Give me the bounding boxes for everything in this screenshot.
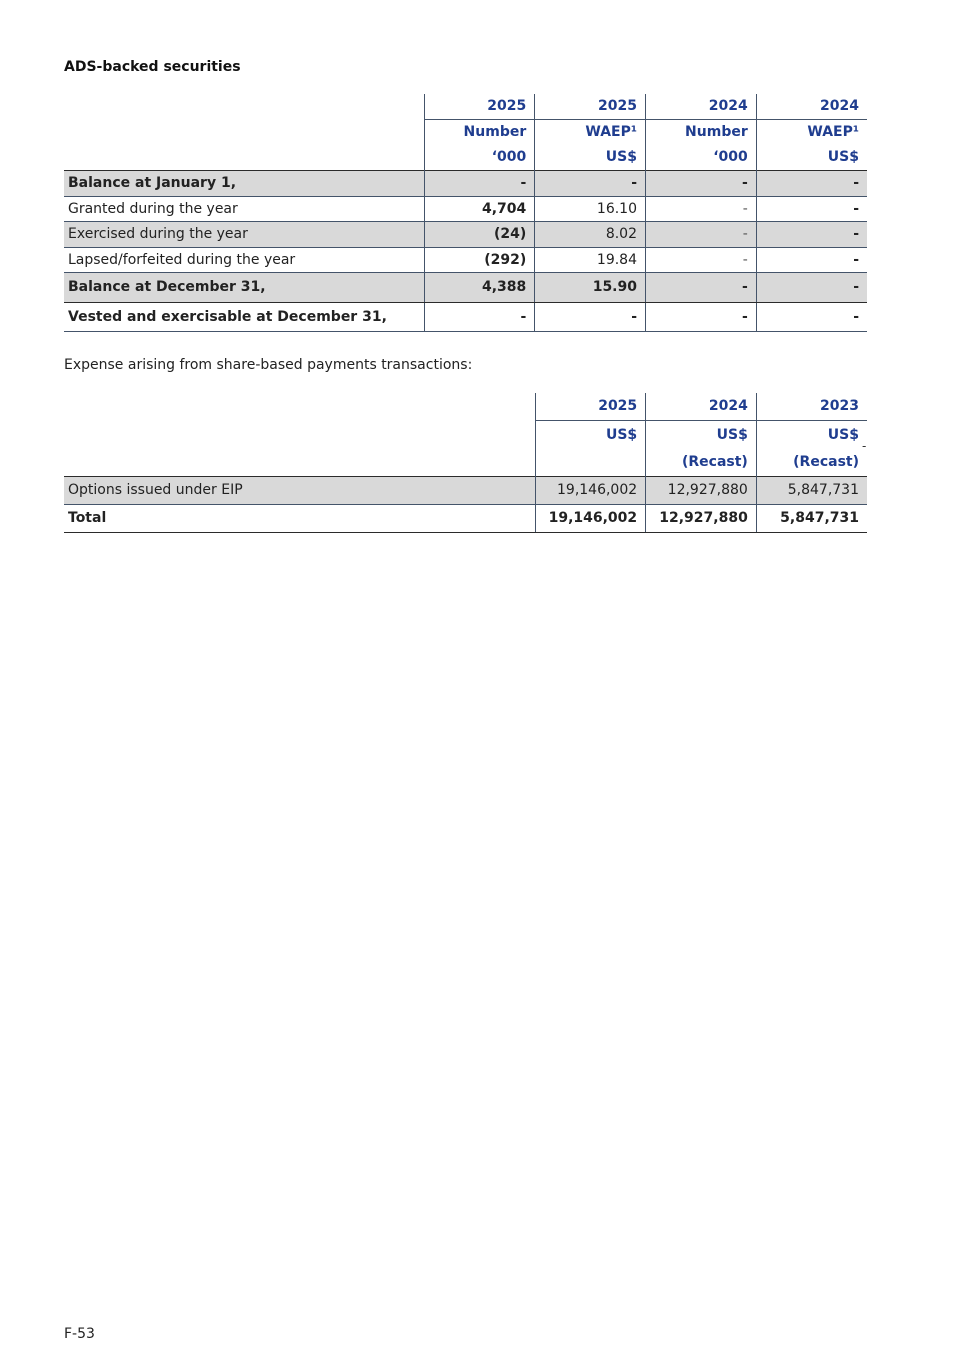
- header-metric: WAEP¹: [535, 119, 646, 145]
- row-label: Balance at December 31,: [64, 272, 424, 302]
- cell-value: 4,388: [424, 272, 535, 302]
- header-unit: US$: [535, 420, 646, 449]
- header-metric: Number: [646, 119, 757, 145]
- header-unit: US$: [535, 145, 646, 170]
- table-row: [64, 476, 867, 504]
- header-row-units: [64, 420, 867, 449]
- header-row-metric: [64, 119, 867, 145]
- header-year: 2023: [756, 393, 867, 420]
- cell-value: 4,704: [424, 196, 535, 221]
- cell-value: 19,146,002: [535, 504, 646, 532]
- header-note: (Recast): [756, 449, 867, 476]
- table-row: [64, 247, 867, 272]
- table-row: [64, 272, 867, 302]
- header-row-years: [64, 393, 867, 420]
- expense-table: [64, 393, 867, 533]
- cell-value: -: [646, 196, 757, 221]
- page-number: F-53: [64, 1326, 95, 1342]
- cell-value: 5,847,731: [756, 476, 867, 504]
- table-row: [64, 196, 867, 221]
- header-year: 2024: [646, 94, 757, 119]
- row-label: Vested and exercisable at December 31,: [64, 302, 424, 331]
- cell-value: -: [535, 170, 646, 196]
- cell-value: (292): [424, 247, 535, 272]
- row-label: Exercised during the year: [64, 221, 424, 247]
- header-unit: US$: [756, 420, 867, 449]
- expense-intro: Expense arising from share-based payments transactions:: [64, 357, 473, 373]
- cell-value: -: [756, 170, 867, 196]
- table-row: [64, 221, 867, 247]
- cell-value: -: [646, 247, 757, 272]
- cell-value: -: [756, 272, 867, 302]
- table-row-total: [64, 504, 867, 532]
- cell-value: -: [424, 170, 535, 196]
- header-row-notes: [64, 449, 867, 476]
- header-metric: WAEP¹: [756, 119, 867, 145]
- header-unit: US$: [756, 145, 867, 170]
- header-year: 2024: [646, 393, 757, 420]
- cell-value: -: [646, 302, 757, 331]
- cell-value: -: [535, 302, 646, 331]
- cell-value: -: [646, 272, 757, 302]
- header-metric: Number: [424, 119, 535, 145]
- header-unit: ‘000: [646, 145, 757, 170]
- header-note: (Recast): [646, 449, 757, 476]
- table-row: [64, 170, 867, 196]
- cell-value: 12,927,880: [646, 504, 757, 532]
- cell-value: 19,146,002: [535, 476, 646, 504]
- header-year: 2025: [535, 393, 646, 420]
- row-label: Balance at January 1,: [64, 170, 424, 196]
- cell-value: -: [424, 302, 535, 331]
- row-label: Total: [64, 504, 535, 532]
- cell-value: -: [646, 221, 757, 247]
- row-label: Options issued under EIP: [64, 476, 535, 504]
- cell-value: 15.90: [535, 272, 646, 302]
- header-year: 2025: [535, 94, 646, 119]
- cell-value: 5,847,731: [756, 504, 867, 532]
- cell-value: (24): [424, 221, 535, 247]
- header-year: 2025: [424, 94, 535, 119]
- stray-mark: -: [862, 439, 867, 453]
- cell-value: 12,927,880: [646, 476, 757, 504]
- header-row-units: [64, 145, 867, 170]
- cell-value: -: [756, 196, 867, 221]
- header-unit: ‘000: [424, 145, 535, 170]
- ads-backed-securities-table: [64, 94, 867, 332]
- header-year: 2024: [756, 94, 867, 119]
- cell-value: 19.84: [535, 247, 646, 272]
- table-row: [64, 302, 867, 331]
- cell-value: -: [756, 302, 867, 331]
- cell-value: -: [756, 247, 867, 272]
- header-row-years: [64, 94, 867, 119]
- cell-value: -: [646, 170, 757, 196]
- row-label: Lapsed/forfeited during the year: [64, 247, 424, 272]
- section-title: ADS-backed securities: [64, 59, 241, 75]
- cell-value: 8.02: [535, 221, 646, 247]
- row-label: Granted during the year: [64, 196, 424, 221]
- cell-value: 16.10: [535, 196, 646, 221]
- header-note: [535, 449, 646, 476]
- cell-value: -: [756, 221, 867, 247]
- header-unit: US$: [646, 420, 757, 449]
